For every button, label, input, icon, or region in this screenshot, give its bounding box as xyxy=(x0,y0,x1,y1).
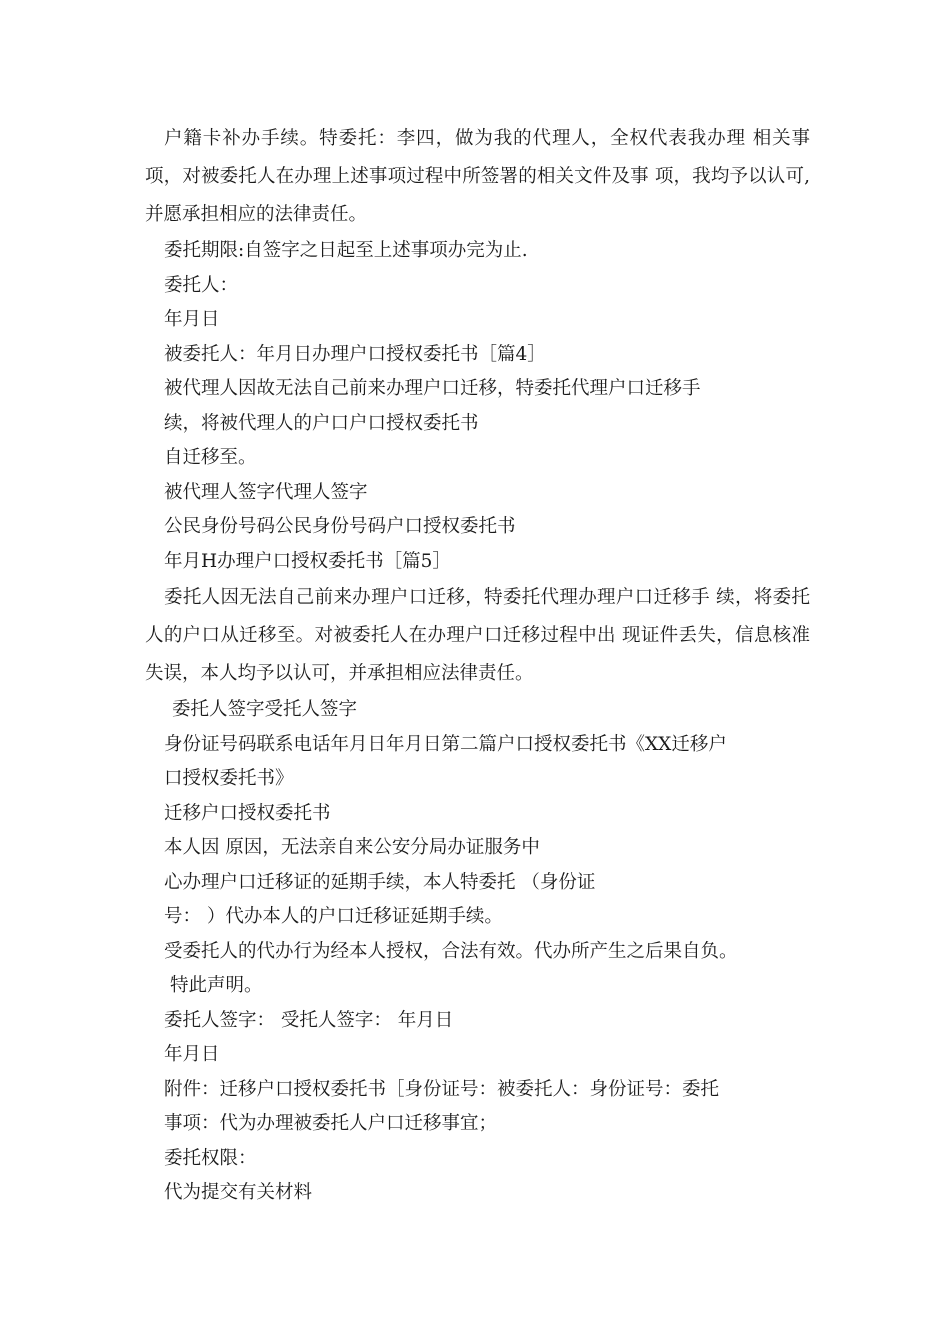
line-group-b xyxy=(145,728,810,970)
text-line: 被代理人因故无法自己前来办理户口迁移，特委托代理户口迁移手 xyxy=(164,378,701,399)
signature-line: 委托人签字： 受托人签字： 年月日 xyxy=(164,1009,454,1031)
text-line: 代为提交有关材料 xyxy=(164,1182,313,1203)
line-group-a xyxy=(145,234,810,579)
section-heading-line: 被委托人：年月日办理户口授权委托书［篇4］ xyxy=(164,343,546,365)
text-line: 受委托人的代办行为经本人授权，合法有效。代办所产生之后果自负。 xyxy=(164,940,738,962)
paragraph-authorization: 户籍卡补办手续。特委托：李四，做为我的代理人，全权代表我办理 相关事项，对被委托人在办理上述事项过程中所签署的相关文件及事 项，我均予以认可,并愿承担相应的法律责任。 xyxy=(145,128,810,225)
text-line: 事项：代为办理被委托人户口迁移事宜； xyxy=(164,1113,498,1134)
text-line: 年月日 xyxy=(164,309,220,330)
text-line: 自迁移至。 xyxy=(164,447,257,468)
text-line: 号： ）代办本人的户口迁移证延期手续。 xyxy=(164,906,503,927)
declaration-line: 特此声明。 xyxy=(170,975,263,996)
text-line: 口授权委托书》 xyxy=(164,768,294,789)
text-line: 本人因 原因，无法亲自来公安分局办证服务中 xyxy=(164,837,540,858)
text-line: 身份证号码联系电话年月日年月日第二篇户口授权委托书《XX迁移户 xyxy=(164,733,727,755)
text-line: 委托权限： xyxy=(164,1147,257,1169)
text-line: 委托人： xyxy=(164,274,239,296)
text-line: 委托期限:自签字之日起至上述事项办完为止. xyxy=(164,240,528,261)
paragraph-migration: 委托人因无法自己前来办理户口迁移，特委托代理办理户口迁移手 续，将委托人的户口从迁移至。对被委托人在办理户口迁移过程中出 现证件丢失，信息核准失误，本人均予以认可，并承担相应法律责任。 xyxy=(145,587,810,684)
signature-line: 委托人签字受托人签字 xyxy=(172,699,358,720)
text-line: 心办理户口迁移证的延期手续，本人特委托 （身份证 xyxy=(164,871,596,893)
text-line: 公民身份号码公民身份号码户口授权委托书 xyxy=(164,516,516,537)
document-body xyxy=(145,120,810,1211)
text-line: 附件：迁移户口授权委托书［身份证号：被委托人：身份证号：委托 xyxy=(164,1078,720,1100)
section-heading-line: 迁移户口授权委托书 xyxy=(164,802,331,824)
line-group-c xyxy=(145,1004,810,1211)
text-line: 续，将被代理人的户口户口授权委托书 xyxy=(164,412,479,434)
section-heading-line: 年月H办理户口授权委托书［篇5］ xyxy=(164,550,451,572)
text-line: 年月日 xyxy=(164,1044,220,1065)
text-line: 被代理人签字代理人签字 xyxy=(164,481,368,503)
